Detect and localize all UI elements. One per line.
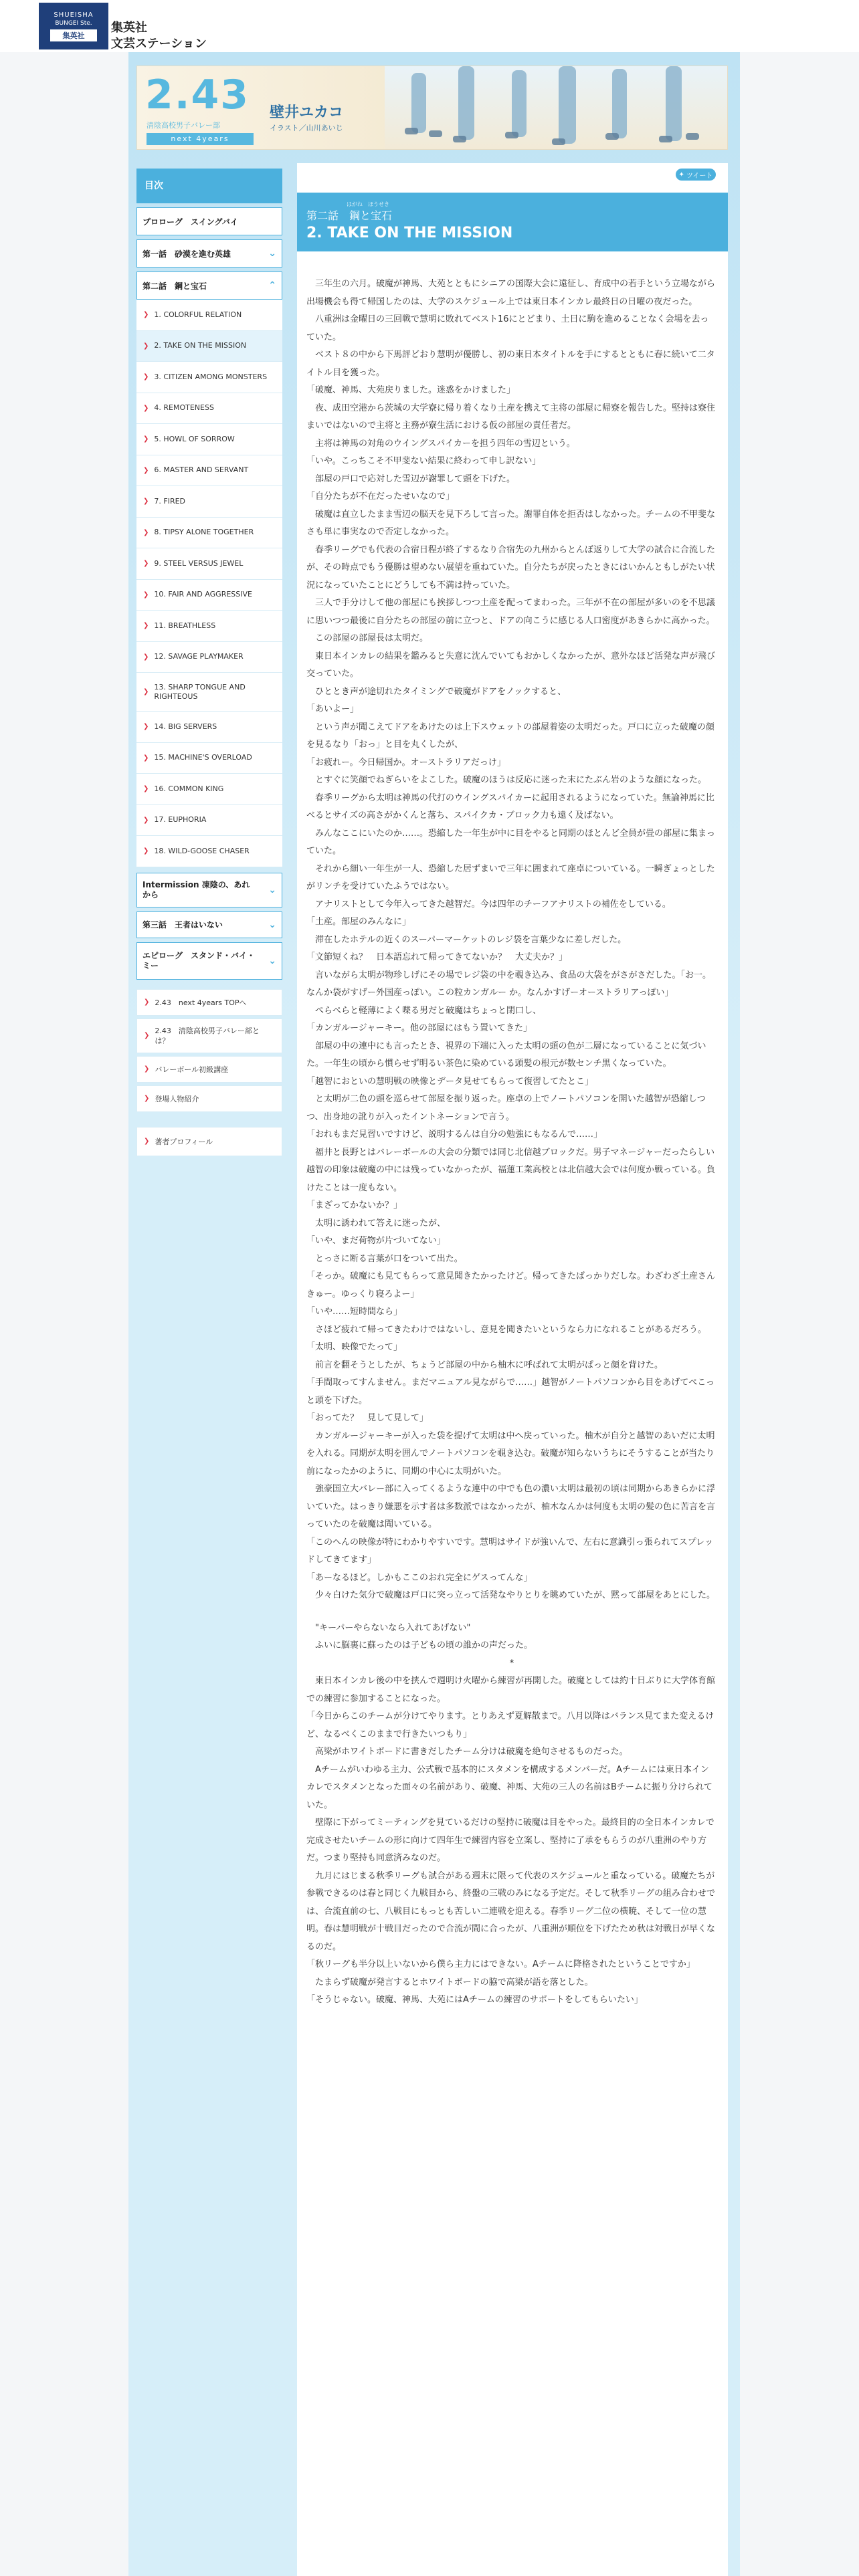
body-paragraph: 「いや、まだ荷物が片づいてない」 — [306, 1236, 446, 1246]
toc-header: 目次 — [136, 169, 282, 203]
banner-illustration — [385, 66, 728, 150]
body-paragraph: 「おってた？ 見して見して」 — [306, 1413, 429, 1423]
toc-section-label: エピローグ スタンド・バイ・ミー — [142, 950, 256, 970]
toc-chapter-item[interactable]: ❯ 14. BIG SERVERS — [136, 712, 282, 743]
body-paragraph: この部屋の部屋長は太明だ。 — [306, 633, 429, 643]
body-paragraph: 「お疲れー。今日帰国か。オーストラリアだっけ」 — [306, 757, 506, 768]
body-paragraph — [306, 1605, 717, 1620]
chevron-right-icon: ❯ — [144, 998, 150, 1006]
body-paragraph: 「破魔、神馬、大苑戻りました。迷惑をかけました」 — [306, 385, 516, 395]
body-paragraph: 壁際に下がってミーティングを見ているだけの堅持に破魔は目をやった。最終目的の全日本インカレで完成させたいチームの形に向けて四年生で練習内容を立案し、堅持に了承をもらうのが八重洲のやり方だ。つまり堅持も同意済みなのだ。 — [306, 1818, 714, 1863]
toc-chapter-item[interactable]: ❯ 3. CITIZEN AMONG MONSTERS — [136, 362, 282, 393]
chevron-right-icon: ❯ — [143, 785, 149, 793]
body-paragraph: 「あーなるほど。しかもここのおれ完全にゲスってんな」 — [306, 1572, 533, 1583]
side-links — [136, 989, 282, 1112]
body-paragraph: たまらず破魔が発言するとホワイトボードの脇で高梁が語を落とした。 — [306, 1977, 593, 1988]
toc-section-intermission[interactable] — [136, 873, 282, 907]
side-link-author-profile[interactable]: ❯ 著者プロフィール — [136, 1127, 282, 1156]
toc-section-epilogue[interactable] — [136, 942, 282, 980]
toc-chapter-list — [136, 300, 282, 867]
body-paragraph: と太明が二色の頭を巡らせて部屋を振り返った。座卓の上でノートパソコンを開いた越智が恐縮しつつ、出身地の訛りが入ったイントネーションで言う。 — [306, 1094, 706, 1122]
chevron-right-icon: ❯ — [143, 498, 149, 506]
chevron-right-icon: ❯ — [143, 373, 149, 381]
chevron-down-icon: ⌄ — [268, 919, 276, 930]
body-paragraph: 「自分たちが不在だったせいなので」 — [306, 492, 455, 502]
chevron-right-icon: ❯ — [143, 754, 149, 762]
chevron-right-icon: ❯ — [143, 723, 149, 731]
body-paragraph: 八重洲は金曜日の三回戦で慧明に敗れてベスト16にとどまり、土日に駒を進めることなく会場を去っていた。 — [306, 314, 709, 342]
chevron-right-icon: ❯ — [144, 1138, 150, 1145]
chevron-down-icon: ⌄ — [268, 884, 276, 895]
chevron-right-icon: ❯ — [144, 1095, 150, 1102]
side-link-characters[interactable]: ❯ 登場人物紹介 — [136, 1085, 282, 1112]
toc-chapter-item[interactable]: ❯ 7. FIRED — [136, 486, 282, 518]
body-paragraph: 言いながら太明が物珍しげにその場でレジ袋の中を覗き込み、食品の大袋をがさがさだした。「お一。なんか袋がすげー外国産っぽい。この粒カンガルー か。なんかすげーオーストラリアっぽい」 — [306, 970, 711, 998]
body-paragraph: 「手間取ってすんません。まだマニュアル見ながらで……」越智がノートパソコンから目をあげてぺこっと頭を下げた。 — [306, 1378, 714, 1406]
body-paragraph: 「まざってかないか？」 — [306, 1200, 403, 1210]
banner-subtitle: 清陰高校男子バレー部 — [147, 121, 220, 130]
banner-tag: next 4years — [147, 133, 254, 145]
body-paragraph: それから細い一年生が一人、恐縮した居ずまいで三年に囲まれて座卓についている。一瞬ぎょっとしたがリンチを受けていたふうではない。 — [306, 863, 715, 891]
toc-section-episode-3[interactable] — [136, 911, 282, 938]
body-paragraph: 高梁がホワイトボードに書きだしたチーム分けは破魔を絶句させるものだった。 — [306, 1747, 628, 1757]
banner-number: 2.43 — [145, 72, 250, 118]
toc-chapter-item[interactable]: ❯ 13. SHARP TONGUE AND RIGHTEOUS — [136, 673, 282, 712]
body-paragraph: 九月にはじまる秋季リーグも試合がある週末に限って代表のスケジュールと重なっている。破魔たちが参戦できるのは春と同じく九戦目から、終盤の三戦のみになる予定だ。そして秋季リーグの組み合わせでは、合流直前の七、八戦目にもっとも苦しい二連戦を迎える。春季リーグ二位の横暁、そして一位の慧明。春は慧明戦が十戦目だったので合流が間に合ったが、八重洲が順位を下げたため秋は対戦日が早くなるのだ。 — [306, 1870, 716, 1952]
chevron-right-icon: ❯ — [143, 528, 149, 536]
body-paragraph: 「そっか。破魔にも見てもらって意見聞きたかったけど。帰ってきたばっかりだしな。わざわざ土産さんきゅー。ゆっくり寝ろよー」 — [306, 1271, 716, 1299]
body-paragraph: 「あいよー」 — [306, 704, 359, 714]
toc-section-label: プロローグ スイングバイ — [142, 217, 238, 227]
logo-text-mid: BUNGEI Ste. — [55, 19, 92, 27]
toc-chapter-item[interactable]: ❯ 16. COMMON KING — [136, 774, 282, 805]
toc-chapter-item[interactable]: ❯ 18. WILD-GOOSE CHASER — [136, 836, 282, 867]
body-paragraph: 破魔は直立したまま雪辺の脳天を見下ろして言った。謝罪自体を拒否はしなかった。チームの不甲斐なさも単に事実なので否定しなかった。 — [306, 509, 716, 537]
body-paragraph: 「今日からこのチームが分けてやります。とりあえず夏解散まで。八月以降はバランス見てまた変えるけど、なるべくこのままで行きたいつもり」 — [306, 1711, 714, 1739]
body-paragraph: ベスト８の中から下馬評どおり慧明が優勝し、初の東日本タイトルを手にするとともに春に続いて二タイトル目を獲った。 — [306, 350, 715, 378]
body-paragraph: 強豪国立大バレー部に入ってくるような連中の中でも色の濃い太明は最初の頃は同期からあきらかに浮いていた。はっきり嫌悪を示す者は多数派ではなかったが、柚木なんかは何度も太明の髪の色に苦言を言っていたのを破魔は聞いている。 — [306, 1484, 716, 1529]
body-paragraph: 福井と長野とはバレーボールの大会の分類では同じ北信越ブロックだ。男子マネージャーだったらしい越智の印象は破魔の中には残っていなかったが、福蓮工業高校とは北信越大会では何度か戦っている。負けたことは一度もない。 — [306, 1147, 716, 1193]
site-name-line1: 集英社 — [111, 21, 147, 35]
body-paragraph: アナリストとして今年入ってきた越智だ。今は四年のチーフアナリストの補佐をしている。 — [306, 899, 671, 909]
body-paragraph: ふいに脳裏に蘇ったのは子どもの頃の誰かの声だった。 — [306, 1640, 533, 1650]
banner-illustrator: イラスト／山川あいじ — [270, 124, 343, 132]
body-paragraph: 部屋の中の連中にも言ったとき、視界の下端に入った太明の頭の色が二層になっていることに気づいた。一年生の頃から慣らせず明るい茶色に染めている頭髪の根元が数センチ黒くなっていた。 — [306, 1041, 706, 1069]
side-link-top[interactable]: ❯ 2.43 next 4years TOPへ — [136, 989, 282, 1016]
body-paragraph: 「おれもまだ見習いですけど、説明するんは自分の勉強にもなるんで……」 — [306, 1130, 603, 1140]
toc-chapter-item[interactable]: ❯ 11. BREATHLESS — [136, 611, 282, 642]
body-paragraph: カンガルージャーキーが入った袋を提げて太明は中へ戻っていった。柚木が自分と越智のあいだに太明を入れる。同期が太明を囲んでノートパソコンを覗き込む。破魔が知らないうちにそうすることが当たり前になったかのように、同期の中心に太明がいた。 — [306, 1430, 715, 1477]
chevron-down-icon: ⌄ — [268, 955, 276, 966]
body-paragraph: ひととき声が途切れたタイミングで破魔がドアをノックすると、 — [306, 686, 567, 697]
toc-section-prologue[interactable] — [136, 207, 282, 235]
toc-chapter-item[interactable]: ❯ 17. EUPHORIA — [136, 805, 282, 837]
body-paragraph: 東日本インカレ後の中を挟んで週明け火曜から練習が再開した。破魔としては約十日ぶりに大学体育館での練習に参加することになった。 — [306, 1676, 716, 1704]
toc-chapter-item-current[interactable]: ❯ 2. TAKE ON THE MISSION — [136, 331, 282, 362]
body-paragraph: 滞在したホテルの近くのスーパーマーケットのレジ袋を言葉少なに差しだした。 — [306, 934, 627, 945]
chevron-right-icon: ❯ — [143, 404, 149, 412]
body-paragraph: 三年生の六月。破魔が神馬、大苑とともにシニアの国際大会に遠征し、育成中の若手という立場ながら出場機会も得て帰国したのは、大学のスケジュール上では東日本インカレ最終日の日曜の夜だった。 — [306, 279, 716, 307]
chevron-right-icon: ❯ — [143, 653, 149, 661]
chevron-right-icon: ❯ — [143, 311, 149, 319]
chevron-down-icon: ⌄ — [268, 248, 276, 259]
body-paragraph: 春季リーグから太明は神馬の代打のウイングスパイカーに起用されるようになっていた。無論神馬に比べるとサイズの高さがかくんと落ち、スパイクカ・ブロック力も遠く及ばない。 — [306, 792, 714, 821]
toc-chapter-item[interactable]: ❯ 1. COLORFUL RELATION — [136, 300, 282, 331]
chevron-right-icon: ❯ — [144, 1032, 150, 1039]
chapter-heading — [297, 193, 728, 251]
logo-text-top: SHUEISHA — [54, 11, 94, 19]
site-name[interactable] — [111, 20, 207, 52]
body-paragraph: 春季リーグでも代表の合宿日程が終了するなり合宿先の九州からとんぼ返りして大学の試合に合流したが、その時点でもう優勝は望めない展望を重ねていた。自分たちが戻ったときにはいかんともしがたい状況になっていたことにどうしても不満は持っていた。 — [306, 544, 716, 591]
chevron-right-icon: ❯ — [144, 1065, 150, 1073]
body-paragraph: ぺらぺらと軽薄によく喋る男だと破魔はちょっと閉口し、 — [306, 1005, 542, 1016]
chevron-right-icon: ❯ — [143, 622, 149, 630]
body-paragraph: * — [509, 1658, 514, 1669]
body-paragraph: みんなここにいたのか……。恐縮した一年生が中に目をやると同期のほとんど全員が畳の部屋に集まっていた。 — [306, 828, 716, 856]
body-paragraph: 「越智におといの慧明戦の映像とデータ見せてもらって復習してたとこ」 — [306, 1076, 594, 1087]
toc-section-label: Intermission 凍陰の、あれから — [142, 879, 250, 899]
body-paragraph: 「カンガルージャーキー。他の部屋にはもう置いてきた」 — [306, 1023, 532, 1033]
tweet-label: ツイート — [686, 172, 713, 180]
body-paragraph: とっさに断る言葉が口をついて出た。 — [306, 1253, 463, 1264]
side-link-volleyball-lesson[interactable]: ❯ バレーボール初級講座 — [136, 1056, 282, 1083]
body-paragraph: 夜、成田空港から茨城の大学寮に帰り着くなり土産を携えて主将の部屋に帰寮を報告した。堅持は寮住まいではないので主将と主務が寮生活における仮の部屋の責任者だ。 — [306, 403, 716, 431]
toc-section-label: 第三話 王者はいない — [142, 920, 223, 930]
toc-section-label: 第二話 鋼と宝石 — [142, 281, 207, 291]
toc-section-label: 第一話 砂漠を進む英雄 — [142, 249, 231, 259]
toc-section-episode-2[interactable] — [136, 272, 282, 300]
banner-author: 壁井ユカコ — [270, 104, 344, 121]
body-paragraph: 「土産。部屋のみんなに」 — [306, 917, 411, 927]
table-of-contents — [136, 169, 282, 1159]
chapter-title: 2. TAKE ON THE MISSION — [306, 225, 513, 241]
body-paragraph: 部屋の戸口で応対した雪辺が謝罪して頭を下げた。 — [306, 473, 516, 484]
toc-section-episode-1[interactable] — [136, 239, 282, 267]
toc-chapter-item[interactable]: ❯ 9. STEEL VERSUS JEWEL — [136, 548, 282, 580]
chevron-right-icon: ❯ — [143, 816, 149, 824]
chapter-body — [306, 276, 717, 2010]
logo-mark: 集英社 — [50, 29, 97, 41]
body-paragraph: 「いや……短時間なら」 — [306, 1307, 403, 1317]
toc-chapter-item[interactable]: ❯ 8. TIPSY ALONE TOGETHER — [136, 518, 282, 549]
body-paragraph: 前言を翻そうとしたが、ちょうど部屋の中から柚木に呼ばれて太明がぱっと顔を背けた。 — [306, 1360, 664, 1370]
body-paragraph: 「文節短くね？ 日本語忘れて帰ってきてないか？ 大丈夫か？」 — [306, 952, 568, 962]
site-header — [0, 0, 859, 52]
chevron-right-icon: ❯ — [143, 435, 149, 443]
bird-icon: ✦ — [678, 171, 684, 179]
chevron-right-icon: ❯ — [143, 466, 149, 474]
side-link-about[interactable]: ❯ 2.43 清陰高校男子バレー部とは？ — [136, 1018, 282, 1053]
toc-chapter-item[interactable]: ❯ 5. HOWL OF SORROW — [136, 424, 282, 455]
chevron-right-icon: ❯ — [143, 342, 149, 350]
chevron-up-icon: ⌃ — [268, 280, 276, 291]
chevron-right-icon: ❯ — [143, 847, 149, 855]
chapter-ruby: はがね ほうせき — [347, 201, 389, 207]
tweet-button[interactable] — [676, 169, 716, 181]
shueisha-logo[interactable] — [39, 3, 108, 49]
site-name-line2: 文芸ステーション — [111, 37, 207, 51]
chevron-right-icon: ❯ — [143, 560, 149, 568]
body-paragraph: "キーパーやらないなら入れてあげない" — [306, 1622, 471, 1633]
body-paragraph: 三人で手分けして他の部屋にも挨拶しつつ土産を配ってまわった。三年が不在の部屋が多いのを不思議に思いつつ最後に自分たちの部屋の前に立つと、ドアの向こうに感じる人口密度があきらかに高かった。 — [306, 598, 715, 626]
body-paragraph: 東日本インカレの結果を鑑みると失意に沈んでいてもおかしくなかったが、意外なほど活発な声が飛び交っていた。 — [306, 651, 716, 679]
body-paragraph: 「いや。こっちこそ不甲斐ない結果に終わって申し訳ない」 — [306, 456, 541, 466]
toc-chapter-item[interactable]: ❯ 10. FAIR AND AGGRESSIVE — [136, 580, 282, 611]
body-paragraph: という声が聞こえてドアをあけたのは上下スウェットの部屋着姿の太明だった。戸口に立った破魔の顔を見るなり「おっ」と目を丸くしたが、 — [306, 722, 714, 750]
body-paragraph: 「太明、映像でたって」 — [306, 1342, 403, 1352]
body-paragraph: 太明に誘われて答えに迷ったが、 — [306, 1218, 446, 1228]
series-banner[interactable] — [136, 66, 728, 150]
toc-chapter-item[interactable]: ❯ 15. MACHINE'S OVERLOAD — [136, 743, 282, 774]
body-paragraph: Aチームがいわゆる主力、公式戦で基本的にスタメンを構成するメンバーだ。Aチームには東日本インカレでスタメンとなった面々の名前があり、破魔、神馬、大苑の三人の名前はBチームに振り分けられていた。 — [306, 1764, 712, 1810]
body-paragraph: 少々白けた気分で破魔は戸口に突っ立って活発なやりとりを眺めていたが、黙って部屋をあとにした。 — [306, 1590, 716, 1600]
body-paragraph: 「このへんの映像が特にわかりやすいです。慧明はサイドが強いんで、左右に意識引っ張られてスプレッドしてきてます」 — [306, 1537, 714, 1565]
body-paragraph: 主将は神馬の対角のウイングスパイカーを担う四年の雪辺という。 — [306, 438, 575, 449]
toc-chapter-item[interactable]: ❯ 6. MASTER AND SERVANT — [136, 455, 282, 487]
chapter-number: 第二話 鋼と宝石 — [306, 209, 393, 222]
body-paragraph: 「秋リーグも半分以上いないから僕ら主力にはできない。Aチームに降格されたということですか」 — [306, 1959, 695, 1969]
body-paragraph: さほど疲れて帰ってきたわけではないし、意見を聞きたいというなら力になれることがあるだろう。 — [306, 1324, 707, 1335]
toc-chapter-item[interactable]: ❯ 4. REMOTENESS — [136, 393, 282, 425]
toc-chapter-item[interactable]: ❯ 12. SAVAGE PLAYMAKER — [136, 642, 282, 673]
main-content — [297, 163, 728, 2576]
body-paragraph: とすぐに笑顔でねぎらいをよこした。破魔のほうは反応に迷った末にたぶん岩のような顔になった。 — [306, 775, 707, 785]
chevron-right-icon: ❯ — [143, 591, 149, 599]
chevron-right-icon: ❯ — [143, 688, 149, 695]
body-paragraph: 「そうじゃない。破魔、神馬、大苑にはAチームの練習のサポートをしてもらいたい」 — [306, 1995, 643, 2005]
